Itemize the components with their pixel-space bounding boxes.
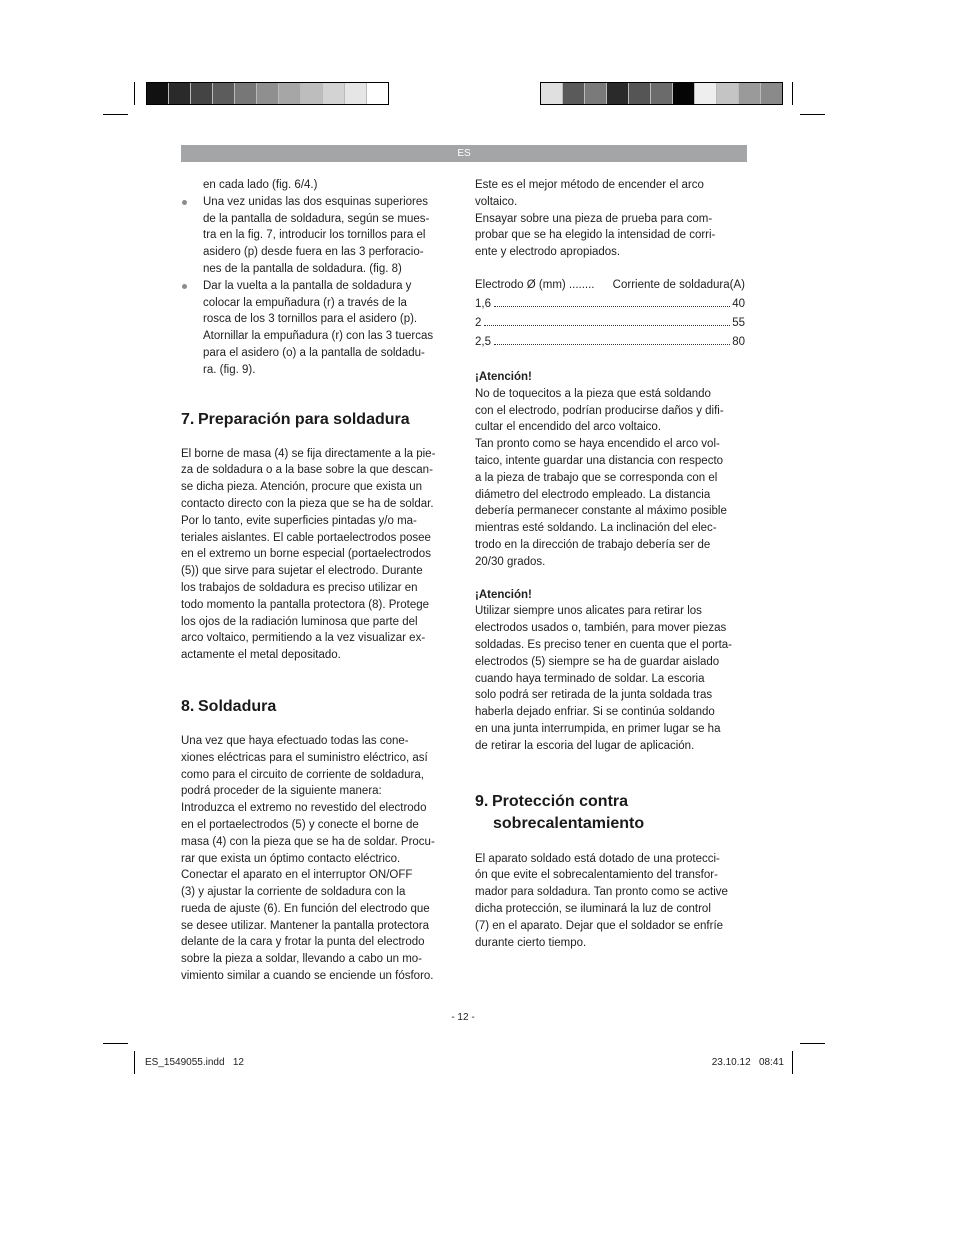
- section-7-body: [181, 446, 456, 664]
- paragraph-line: trodo en la dirección de trabajo debería ser de: [475, 538, 711, 551]
- paragraph-line: delante de la cara y frotar la punta del electrodo: [181, 936, 425, 949]
- footer-timestamp: 23.10.12 08:41: [711, 1057, 784, 1068]
- paragraph-line: masa (4) con la pieza que se ha de soldar. Procu-: [181, 835, 435, 848]
- attention-label: ¡Atención!: [475, 588, 532, 601]
- section-8-body: [181, 733, 456, 985]
- paragraph-line: Una vez que haya efectuado todas las cone-: [181, 734, 409, 747]
- paragraph-line: en el extremo un borne especial (portaelectrodos: [181, 548, 431, 561]
- crop-mark: [792, 82, 793, 105]
- paragraph-line: contacto directo con la pieza que se ha de soldar.: [181, 497, 434, 510]
- attention-block-1: [475, 369, 745, 571]
- color-swatch: [761, 83, 782, 104]
- paragraph-line: se dicha pieza. Atención, procure que exista un: [181, 481, 423, 494]
- leader-dots: [494, 306, 730, 307]
- paragraph-line: vimiento similar a cuando se enciende un fósforo.: [181, 970, 434, 983]
- table-row: [475, 315, 745, 334]
- color-swatch: [585, 83, 607, 104]
- crop-mark: [134, 82, 135, 105]
- right-column: [475, 177, 745, 951]
- paragraph-line: los trabajos de soldadura es preciso utilizar en: [181, 581, 418, 594]
- crop-mark: [103, 114, 128, 115]
- color-swatch: [235, 83, 257, 104]
- paragraph-line: diámetro del electrodo empleado. La distancia: [475, 488, 711, 501]
- section-9-title-line-2: sobrecalentamiento: [493, 814, 645, 832]
- paragraph-line: Este es el mejor método de encender el arco: [475, 179, 704, 191]
- bullet-text-line: rosca de los 3 tornillos para el asidero (p).: [203, 313, 418, 326]
- paragraph-line: a la pieza de trabajo que se corresponda con el: [475, 471, 718, 484]
- paragraph-line: taico, intente guardar una distancia con respecto: [475, 454, 724, 467]
- table-row: [475, 296, 745, 315]
- bullet-text-line: asidero (p) desde fuera en las 3 perforacio-: [203, 246, 424, 259]
- intro-continuation: en cada lado (fig. 6/4.): [203, 179, 318, 191]
- language-tab-label: ES: [457, 148, 471, 159]
- paragraph-line: como para el circuito de corriente de soldadura,: [181, 768, 424, 781]
- color-swatch: [651, 83, 673, 104]
- paragraph-line: mientras esté soldando. La inclinación del elec-: [475, 522, 717, 535]
- paragraph-line: za de soldadura o a la base sobre la que descan-: [181, 464, 433, 477]
- color-swatch: [541, 83, 563, 104]
- paragraph-line: electrodos (5) siempre se ha de guardar aislado: [475, 655, 720, 668]
- paragraph-line: (7) en el aparato. Dejar que el soldador se enfríe: [475, 919, 724, 932]
- left-column: [181, 177, 456, 985]
- crop-mark: [800, 114, 825, 115]
- paragraph-line: actamente el metal depositado.: [181, 649, 341, 662]
- section-7-title: Preparación para soldadura: [198, 410, 410, 428]
- paragraph-line: Ensayar sobre una pieza de prueba para com-: [475, 212, 713, 225]
- paragraph-line: solo podrá ser retirada de la junta soldada tras: [475, 689, 713, 702]
- paragraph-line: Por lo tanto, evite superficies pintadas y/o ma-: [181, 514, 417, 527]
- color-swatch: [717, 83, 739, 104]
- color-swatch: [191, 83, 213, 104]
- color-swatch: [367, 83, 388, 104]
- section-9-number: 9.: [475, 792, 489, 810]
- language-bar: [181, 145, 747, 162]
- electrode-diameter: 1,6: [475, 297, 491, 310]
- section-8-number: 8.: [181, 697, 195, 715]
- table-header-left: Electrodo Ø (mm) ........: [475, 278, 595, 291]
- section-7-number: 7.: [181, 410, 195, 428]
- paragraph-line: rueda de ajuste (6). En función del electrodo que: [181, 902, 430, 915]
- paragraph-line: sobre la pieza a soldar, llevando a cabo un mo-: [181, 953, 423, 966]
- paragraph-line: podrá proceder de la siguiente manera:: [181, 785, 382, 798]
- paragraph-line: con el electrodo, podrían producirse daños y difi-: [475, 404, 724, 417]
- paragraph-line: dicha protección, se iluminará la luz de control: [475, 902, 711, 915]
- attention-block-2: [475, 587, 745, 755]
- color-calibration-bar-left: [146, 82, 389, 105]
- electrode-diameter: 2: [475, 316, 482, 329]
- paragraph-line: probar que se ha elegido la intensidad de corri-: [475, 229, 716, 242]
- bullet-text-line: ra. (fig. 9).: [203, 363, 256, 376]
- leader-dots: [484, 325, 730, 326]
- paragraph-line: No de toquecitos a la pieza que está soldando: [475, 387, 711, 400]
- crop-mark: [134, 1051, 135, 1074]
- electrode-table: [475, 277, 745, 353]
- paragraph-line: se desee utilizar. Mantener la pantalla protectora: [181, 919, 430, 932]
- color-swatch: [323, 83, 345, 104]
- paragraph-line: El aparato soldado está dotado de una protecci-: [475, 852, 720, 865]
- leader-dots: [494, 344, 730, 345]
- paragraph-line: xiones eléctricas para el suministro eléctrico, así: [181, 751, 428, 764]
- paragraph-line: soldadas. Es preciso tener en cuenta que el porta-: [475, 638, 732, 651]
- paragraph-line: los ojos de la radiación luminosa que parte del: [181, 615, 418, 628]
- color-swatch: [345, 83, 367, 104]
- crop-mark: [103, 1043, 128, 1044]
- paragraph-line: mador para soldadura. Tan pronto como se active: [475, 886, 728, 899]
- bullet-text-line: Una vez unidas las dos esquinas superiores: [203, 195, 429, 208]
- color-swatch: [695, 83, 717, 104]
- color-swatch: [739, 83, 761, 104]
- electrode-diameter: 2,5: [475, 335, 491, 348]
- paragraph-line: El borne de masa (4) se fija directamente a la pie-: [181, 447, 436, 460]
- welding-current: 55: [732, 316, 745, 329]
- crop-mark: [792, 1051, 793, 1074]
- paragraph-line: electrodos usados o, también, para mover piezas: [475, 622, 727, 635]
- paragraph-line: todo momento la pantalla protectora (8). Protege: [181, 598, 430, 611]
- paragraph-line: Utilizar siempre unos alicates para retirar los: [475, 605, 702, 618]
- paragraph-line: arco voltaico, permitiendo a la vez visualizar ex-: [181, 632, 426, 645]
- intro-paragraph: [475, 177, 745, 261]
- section-7-heading: [181, 409, 456, 431]
- color-swatch: [169, 83, 191, 104]
- list-item: [181, 194, 456, 278]
- paragraph-line: Conectar el aparato en el interruptor ON/OFF: [181, 869, 413, 882]
- bullet-text-line: Atornillar la empuñadura (r) con las 3 tuercas: [203, 330, 434, 343]
- color-swatch: [629, 83, 651, 104]
- section-8-heading: [181, 696, 456, 718]
- color-swatch: [147, 83, 169, 104]
- paragraph-line: ente y electrodo apropiados.: [475, 246, 621, 259]
- paragraph-line: rar que exista un óptimo contacto eléctrico.: [181, 852, 401, 865]
- footer-file-name: ES_1549055.indd 12: [145, 1057, 244, 1068]
- paragraph-line: teriales aislantes. El cable portaelectrodos posee: [181, 531, 431, 544]
- bullet-text-line: de la pantalla de soldadura, según se mues-: [203, 212, 430, 225]
- table-header-right: Corriente de soldadura(A): [612, 278, 745, 291]
- section-9-body: [475, 851, 745, 952]
- paragraph-line: Introduzca el extremo no revestido del electrodo: [181, 802, 427, 815]
- color-swatch: [607, 83, 629, 104]
- page-number: - 12 -: [451, 1012, 475, 1023]
- paragraph-line: en el portaelectrodos (5) y conecte el borne de: [181, 818, 419, 831]
- color-swatch: [301, 83, 323, 104]
- paragraph-line: 20/30 grados.: [475, 555, 546, 568]
- paragraph-line: (3) y ajustar la corriente de soldadura con la: [181, 886, 406, 899]
- paragraph-line: en una junta interrumpida, en primer lugar se ha: [475, 722, 721, 735]
- color-swatch: [563, 83, 585, 104]
- paragraph-line: de retirar la escoria del lugar de aplicación.: [475, 739, 695, 752]
- section-9-title-line-1: Protección contra: [492, 792, 629, 810]
- section-8-title: Soldadura: [198, 697, 277, 715]
- paragraph-line: cultar el encendido del arco voltaico.: [475, 421, 662, 434]
- paragraph-line: durante cierto tiempo.: [475, 936, 587, 949]
- color-calibration-bar-right: [540, 82, 783, 105]
- paragraph-line: (5)) que sirve para sujetar el electrodo. Durante: [181, 565, 423, 578]
- color-swatch: [279, 83, 301, 104]
- color-swatch: [213, 83, 235, 104]
- paragraph-line: cuando haya terminado de soldar. La escoria: [475, 672, 705, 685]
- welding-current: 40: [732, 297, 745, 310]
- crop-mark: [800, 1043, 825, 1044]
- paragraph-line: voltaico.: [475, 195, 518, 208]
- welding-current: 80: [732, 335, 745, 348]
- table-row: [475, 334, 745, 353]
- paragraph-line: ón que evite el sobrecalentamiento del transfor-: [475, 869, 718, 882]
- bullet-text-line: Dar la vuelta a la pantalla de soldadura y: [203, 279, 412, 292]
- paragraph-line: haberla dejado enfriar. Si se continúa soldando: [475, 706, 715, 719]
- color-swatch: [257, 83, 279, 104]
- bullet-text-line: nes de la pantalla de soldadura. (fig. 8): [203, 262, 402, 275]
- section-9-heading: [475, 791, 745, 835]
- color-swatch: [673, 83, 695, 104]
- paragraph-line: Tan pronto como se haya encendido el arco vol-: [475, 438, 720, 451]
- list-item: [181, 278, 456, 379]
- paragraph-line: debería permanecer constante al máximo posible: [475, 505, 727, 518]
- bullet-text-line: tra en la fig. 7, introducir los tornillos para el: [203, 229, 426, 242]
- bullet-text-line: para el asidero (o) a la pantalla de soldadu-: [203, 346, 425, 359]
- bullet-text-line: colocar la empuñadura (r) a través de la: [203, 296, 407, 309]
- table-header-row: [475, 277, 745, 296]
- attention-label: ¡Atención!: [475, 370, 532, 383]
